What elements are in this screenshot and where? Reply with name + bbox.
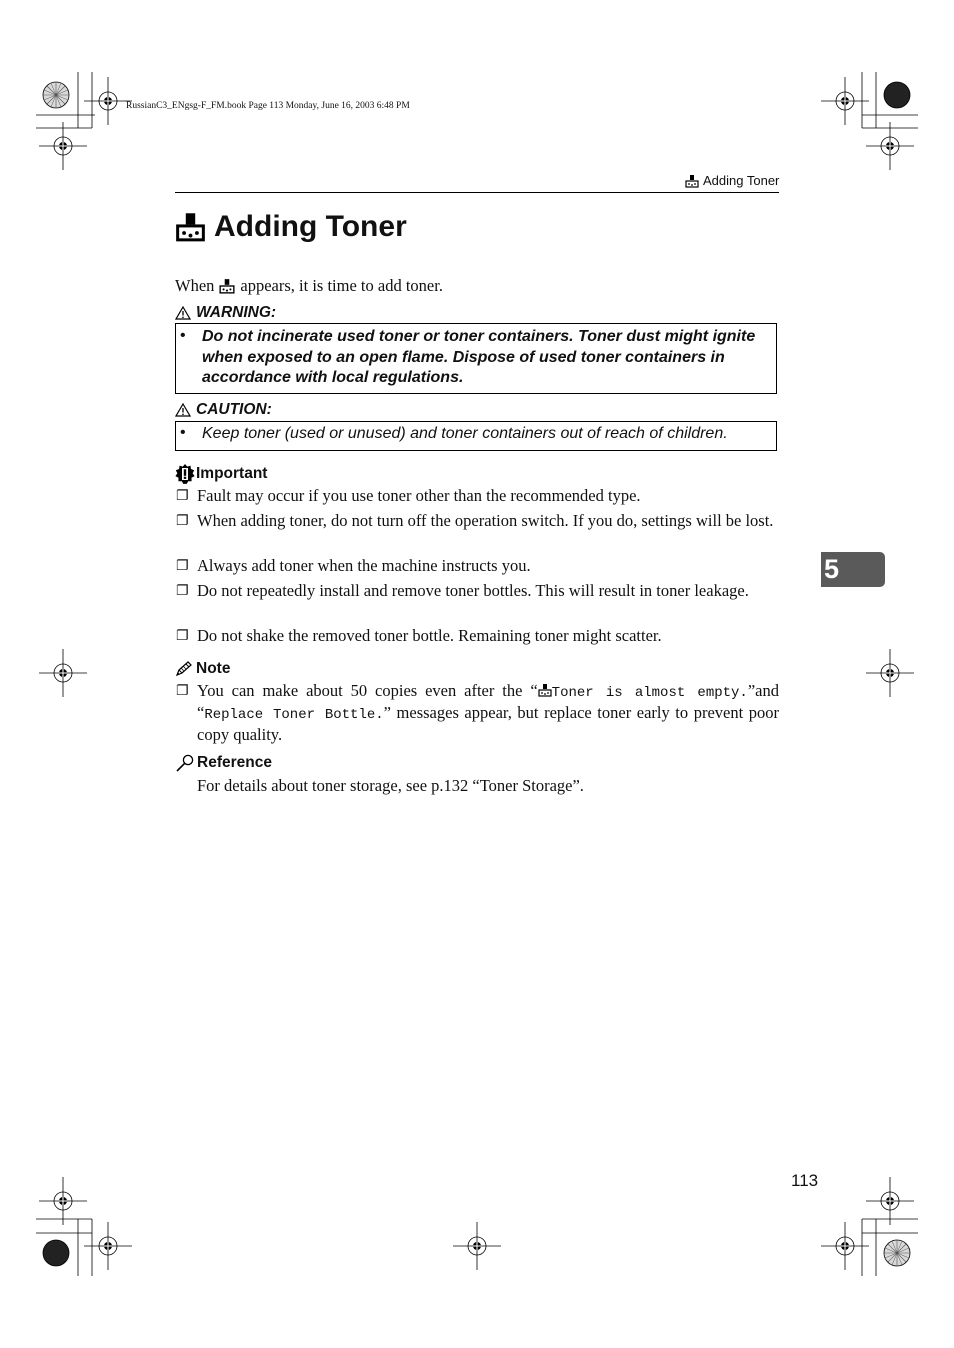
intro-text-after: appears, it is time to add toner. <box>240 276 443 295</box>
warning-triangle-icon <box>175 306 191 320</box>
caution-box <box>175 421 777 451</box>
intro-text-before: When <box>175 276 215 295</box>
note-heading <box>175 660 230 678</box>
important-badge-icon <box>175 464 195 484</box>
list-item-text: When adding toner, do not turn off the operation switch. If you do, settings will be lost. <box>197 511 774 530</box>
running-header-text: Adding Toner <box>703 173 780 188</box>
warning-triangle-icon <box>175 403 191 417</box>
list-item <box>175 556 779 576</box>
list-item <box>175 486 779 506</box>
warning-bullet: • <box>180 327 186 344</box>
pencil-icon <box>175 661 193 677</box>
caution-label: CAUTION: <box>196 401 272 418</box>
list-item <box>175 511 779 531</box>
file-info-line: RussianC3_ENgsg-F_FM.book Page 113 Monday, June 16, 2003 6:48 PM <box>126 101 410 111</box>
reference-label: Reference <box>197 754 272 771</box>
checkbox-icon: ❐ <box>176 683 189 699</box>
checkbox-icon: ❐ <box>176 558 189 574</box>
note-text-part: You can make about 50 copies even after the “ <box>197 681 538 700</box>
checkbox-icon: ❐ <box>176 583 189 599</box>
chapter-tab: 5 <box>821 552 885 587</box>
page-title <box>175 210 407 244</box>
caution-text: Keep toner (used or unused) and toner containers out of reach of children. <box>202 425 728 442</box>
warning-label: WARNING: <box>196 304 277 321</box>
checkbox-icon: ❐ <box>176 488 189 504</box>
important-heading <box>175 464 267 484</box>
important-label: Important <box>196 465 268 482</box>
intro-paragraph <box>175 276 443 296</box>
list-item <box>175 626 779 646</box>
list-item <box>175 681 779 745</box>
list-item <box>175 581 779 601</box>
list-item-text: Do not shake the removed toner bottle. Remaining toner might scatter. <box>197 626 662 645</box>
caution-heading <box>175 401 272 419</box>
reference-text: For details about toner storage, see p.132 “Toner Storage”. <box>197 776 584 795</box>
page-number: 113 <box>791 1171 819 1190</box>
warning-box <box>175 323 777 394</box>
reference-heading <box>175 754 272 772</box>
panel-message: Replace Toner Bottle. <box>204 707 384 723</box>
header-rule <box>175 192 779 193</box>
running-header <box>685 173 779 188</box>
warning-text: Do not incinerate used toner or toner containers. Toner dust might ignite when exposed to an open flame. Dispose of used toner containers in accordance with local regulations. <box>202 328 756 386</box>
toner-icon <box>219 278 235 294</box>
toner-icon <box>685 174 699 188</box>
list-item-text: Do not repeatedly install and remove toner bottles. This will result in toner leakage. <box>197 581 749 600</box>
note-text-part: ” messages appear, but replace toner early to prevent poor copy quality. <box>197 703 779 744</box>
note-text <box>197 681 779 745</box>
page-title-text: Adding Toner <box>214 210 407 243</box>
toner-icon <box>538 683 552 697</box>
caution-bullet: • <box>180 424 186 441</box>
checkbox-icon: ❐ <box>176 513 189 529</box>
magnifier-icon <box>175 754 195 772</box>
list-item-text: Always add toner when the machine instructs you. <box>197 556 531 575</box>
list-item-text: Fault may occur if you use toner other than the recommended type. <box>197 486 641 505</box>
warning-heading <box>175 304 276 322</box>
panel-message: Toner is almost empty. <box>551 685 748 701</box>
checkbox-icon: ❐ <box>176 628 189 644</box>
note-text-part: ”and “ <box>197 681 779 722</box>
toner-icon <box>175 212 206 242</box>
note-label: Note <box>196 660 231 677</box>
